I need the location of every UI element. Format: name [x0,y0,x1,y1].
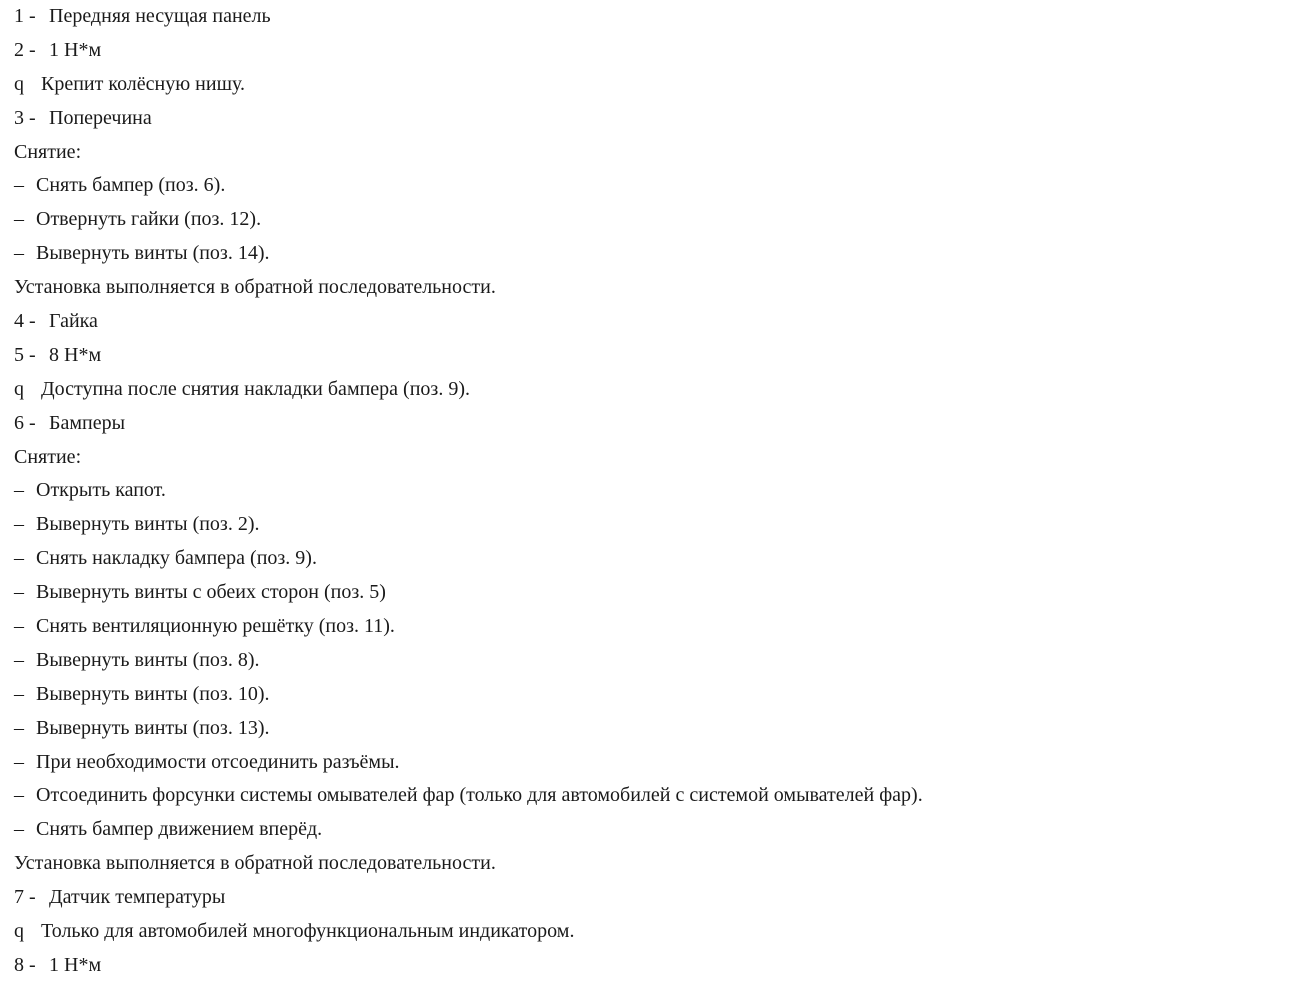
line-text: Вывернуть винты с обеих сторон (поз. 5) [36,581,386,604]
line-marker: 6 - [14,411,36,434]
line-text: Снятие: [14,140,82,163]
line-marker: – [14,547,24,570]
line-marker: 8 - [14,953,36,976]
line-marker: 5 - [14,343,36,366]
line-text: Вывернуть винты (поз. 10). [36,682,270,705]
section-text [14,271,1284,305]
step-item [14,508,1284,542]
line-marker: – [14,615,24,638]
line-text: Снять бампер движением вперёд. [36,818,323,841]
line-marker: 3 - [14,106,36,129]
line-text: Отсоединить форсунки системы омывателей фар (только для автомобилей с системой омывателей фар). [36,784,923,807]
line-text: Снять бампер (поз. 6). [36,174,226,197]
line-marker: – [14,242,24,265]
step-item [14,474,1284,508]
line-marker: – [14,750,24,773]
line-marker: – [14,716,24,739]
bullet-note [14,373,1284,407]
line-text: Датчик температуры [49,886,226,909]
step-item [14,813,1284,847]
line-marker: 7 - [14,886,36,909]
line-text: При необходимости отсоединить разъёмы. [36,750,400,773]
line-text: Установка выполняется в обратной последовательности. [14,852,496,875]
line-text: Только для автомобилей многофункциональным индикатором. [41,920,575,943]
bullet-note [14,915,1284,949]
step-item [14,169,1284,203]
line-text: Снятие: [14,445,82,468]
line-text: Открыть капот. [36,479,166,502]
section-text [14,847,1284,881]
line-marker: – [14,581,24,604]
line-text: Доступна после снятия накладки бампера (поз. 9). [41,377,470,400]
numbered-item [14,339,1284,373]
line-marker: q [14,920,24,943]
line-marker: – [14,784,24,807]
line-text: Вывернуть винты (поз. 2). [36,513,260,536]
line-marker: – [14,682,24,705]
line-text: Передняя несущая панель [49,5,271,27]
line-text: 1 Н*м [49,38,102,61]
line-text: Бамперы [49,411,126,434]
line-text: Вывернуть винты (поз. 13). [36,716,270,739]
line-text: Крепит колёсную нишу. [41,72,245,95]
line-text: Гайка [49,310,98,333]
numbered-item [14,305,1284,339]
step-item [14,779,1284,813]
step-item [14,542,1284,576]
line-text: Вывернуть винты (поз. 8). [36,648,260,671]
step-item [14,576,1284,610]
section-text [14,136,1284,170]
step-item [14,237,1284,271]
line-marker: q [14,377,24,400]
bullet-note [14,68,1284,102]
line-marker: 4 - [14,310,36,333]
line-text: Снять накладку бампера (поз. 9). [36,547,317,570]
line-marker: 2 - [14,38,36,61]
line-marker: q [14,72,24,95]
numbered-item [14,949,1284,983]
step-item [14,678,1284,712]
document-body [14,0,1284,983]
numbered-item [14,881,1284,915]
line-marker: 1 - [14,5,36,27]
step-item [14,610,1284,644]
line-marker: – [14,174,24,197]
line-text: Вывернуть винты (поз. 14). [36,242,270,265]
step-item [14,712,1284,746]
line-text: Установка выполняется в обратной последовательности. [14,276,496,299]
line-marker: – [14,513,24,536]
line-text: Снять вентиляционную решётку (поз. 11). [36,615,395,638]
line-text: Отвернуть гайки (поз. 12). [36,208,262,231]
numbered-item [14,102,1284,136]
numbered-item [14,407,1284,441]
numbered-item [14,34,1284,68]
section-text [14,441,1284,475]
line-text: 1 Н*м [49,953,102,976]
line-marker: – [14,479,24,502]
step-item [14,203,1284,237]
numbered-item [14,0,1284,34]
line-marker: – [14,208,24,231]
line-marker: – [14,818,24,841]
line-text: 8 Н*м [49,343,102,366]
line-marker: – [14,648,24,671]
line-text: Поперечина [49,106,152,129]
step-item [14,644,1284,678]
step-item [14,746,1284,780]
